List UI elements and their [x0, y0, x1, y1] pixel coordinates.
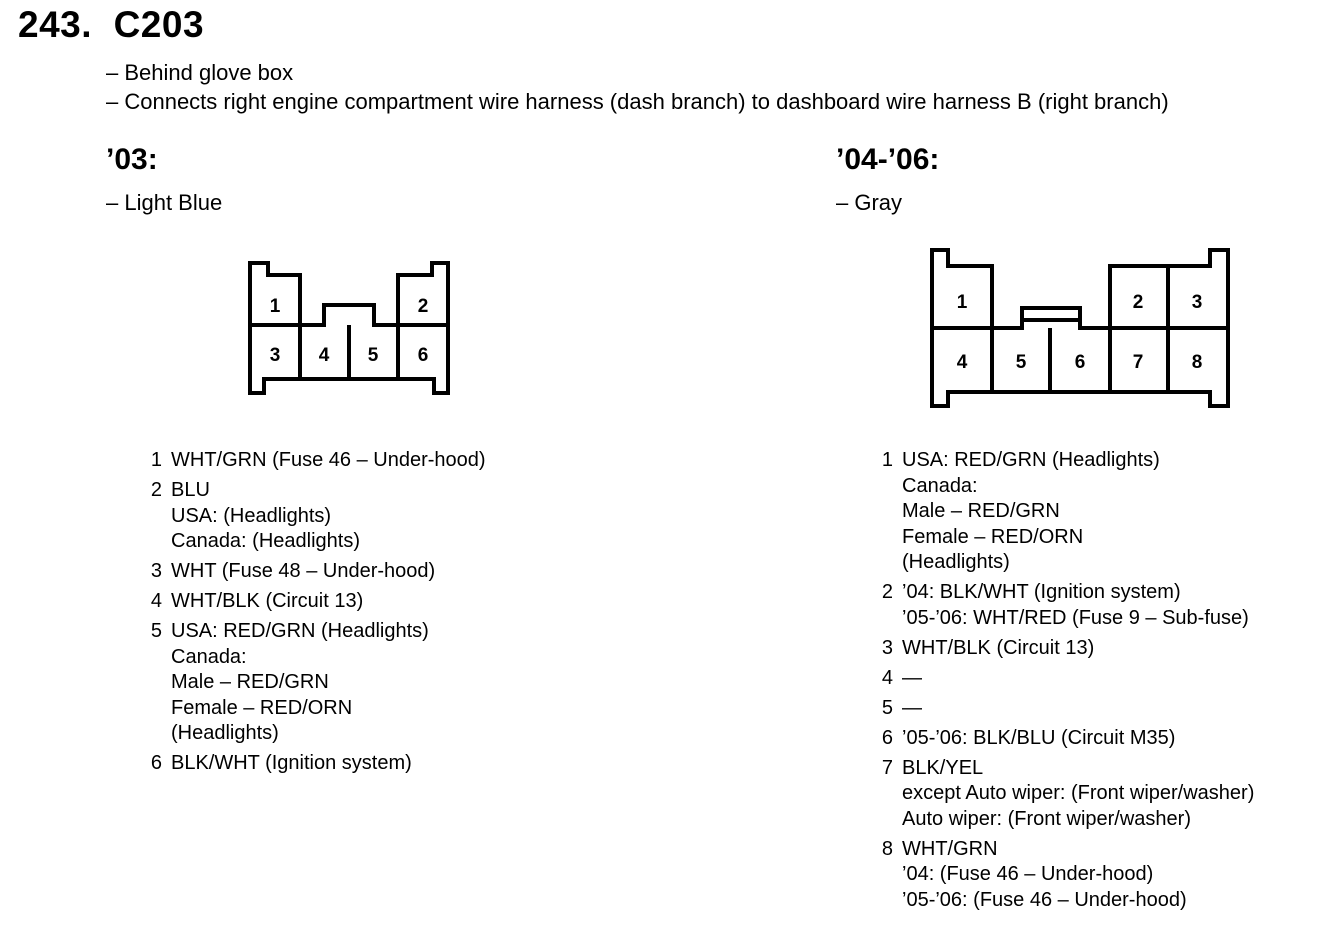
connector-03-pin-1: 1 — [269, 296, 281, 317]
list-item: 8 WHT/GRN ’04: (Fuse 46 – Under-hood) ’05-’06: (Fuse 46 – Under-hood) — [881, 837, 1187, 911]
connector-04-06-pin-5: 5 — [1015, 352, 1027, 373]
connector-04-06-diagram — [922, 240, 1242, 415]
connector-04-06-pin-4: 4 — [956, 352, 968, 373]
section-04-06-year: ’04-’06: — [836, 143, 940, 176]
connector-04-06-pin-3: 3 — [1191, 292, 1203, 313]
list-item: 6 BLK/WHT (Ignition system) — [150, 752, 412, 774]
connector-id: C203 — [113, 4, 205, 45]
list-item: 6 ’05-’06: BLK/BLU (Circuit M35) — [881, 726, 1176, 749]
connection-note: – Connects right engine compartment wire harness (dash branch) to dashboard wire harness B (right branch) — [106, 89, 1169, 114]
pin-list-03 — [140, 448, 486, 781]
section-03-color: – Light Blue — [106, 190, 223, 215]
list-item: 4 WHT/BLK (Circuit 13) — [150, 590, 364, 612]
connector-03-pin-2: 2 — [417, 296, 429, 317]
connector-03-pin-4: 4 — [318, 345, 330, 366]
connector-04-06-pin-6: 6 — [1074, 352, 1086, 373]
section-04-06-color: – Gray — [836, 190, 903, 215]
list-item: 5 — — [881, 696, 922, 719]
diagram-number: 243. — [18, 4, 93, 45]
list-item: 5 USA: RED/GRN (Headlights) Canada: Male – RED/GRN Female – RED/ORN (Headlights) — [150, 620, 429, 744]
list-item: 3 WHT/BLK (Circuit 13) — [881, 636, 1095, 659]
pin-list-04-06 — [871, 448, 1254, 918]
connector-03-diagram — [240, 255, 460, 405]
list-item: 1 WHT/GRN (Fuse 46 – Under-hood) — [150, 449, 486, 471]
connector-04-06-pin-7: 7 — [1132, 352, 1144, 373]
connector-info — [106, 58, 1169, 116]
list-item: 7 BLK/YEL except Auto wiper: (Front wiper/washer) Auto wiper: (Front wiper/washer) — [881, 756, 1255, 830]
connector-03-pin-6: 6 — [417, 345, 429, 366]
list-item: 2 BLU USA: (Headlights) Canada: (Headlights) — [150, 479, 360, 552]
connector-03-pin-5: 5 — [367, 345, 379, 366]
section-03-year: ’03: — [106, 143, 158, 176]
page-title — [18, 4, 204, 46]
list-item: 1 USA: RED/GRN (Headlights) Canada: Male – RED/GRN Female – RED/ORN (Headlights) — [881, 449, 1160, 573]
connector-03-pin-3: 3 — [269, 345, 281, 366]
list-item: 3 WHT (Fuse 48 – Under-hood) — [150, 560, 436, 582]
connector-04-06-pin-2: 2 — [1132, 292, 1144, 313]
connector-04-06-pin-8: 8 — [1191, 352, 1203, 373]
list-item: 4 — — [881, 666, 922, 689]
connector-04-06-pin-1: 1 — [956, 292, 968, 313]
location-note: – Behind glove box — [106, 60, 294, 85]
list-item: 2 ’04: BLK/WHT (Ignition system) ’05-’06: WHT/RED (Fuse 9 – Sub-fuse) — [881, 581, 1249, 629]
